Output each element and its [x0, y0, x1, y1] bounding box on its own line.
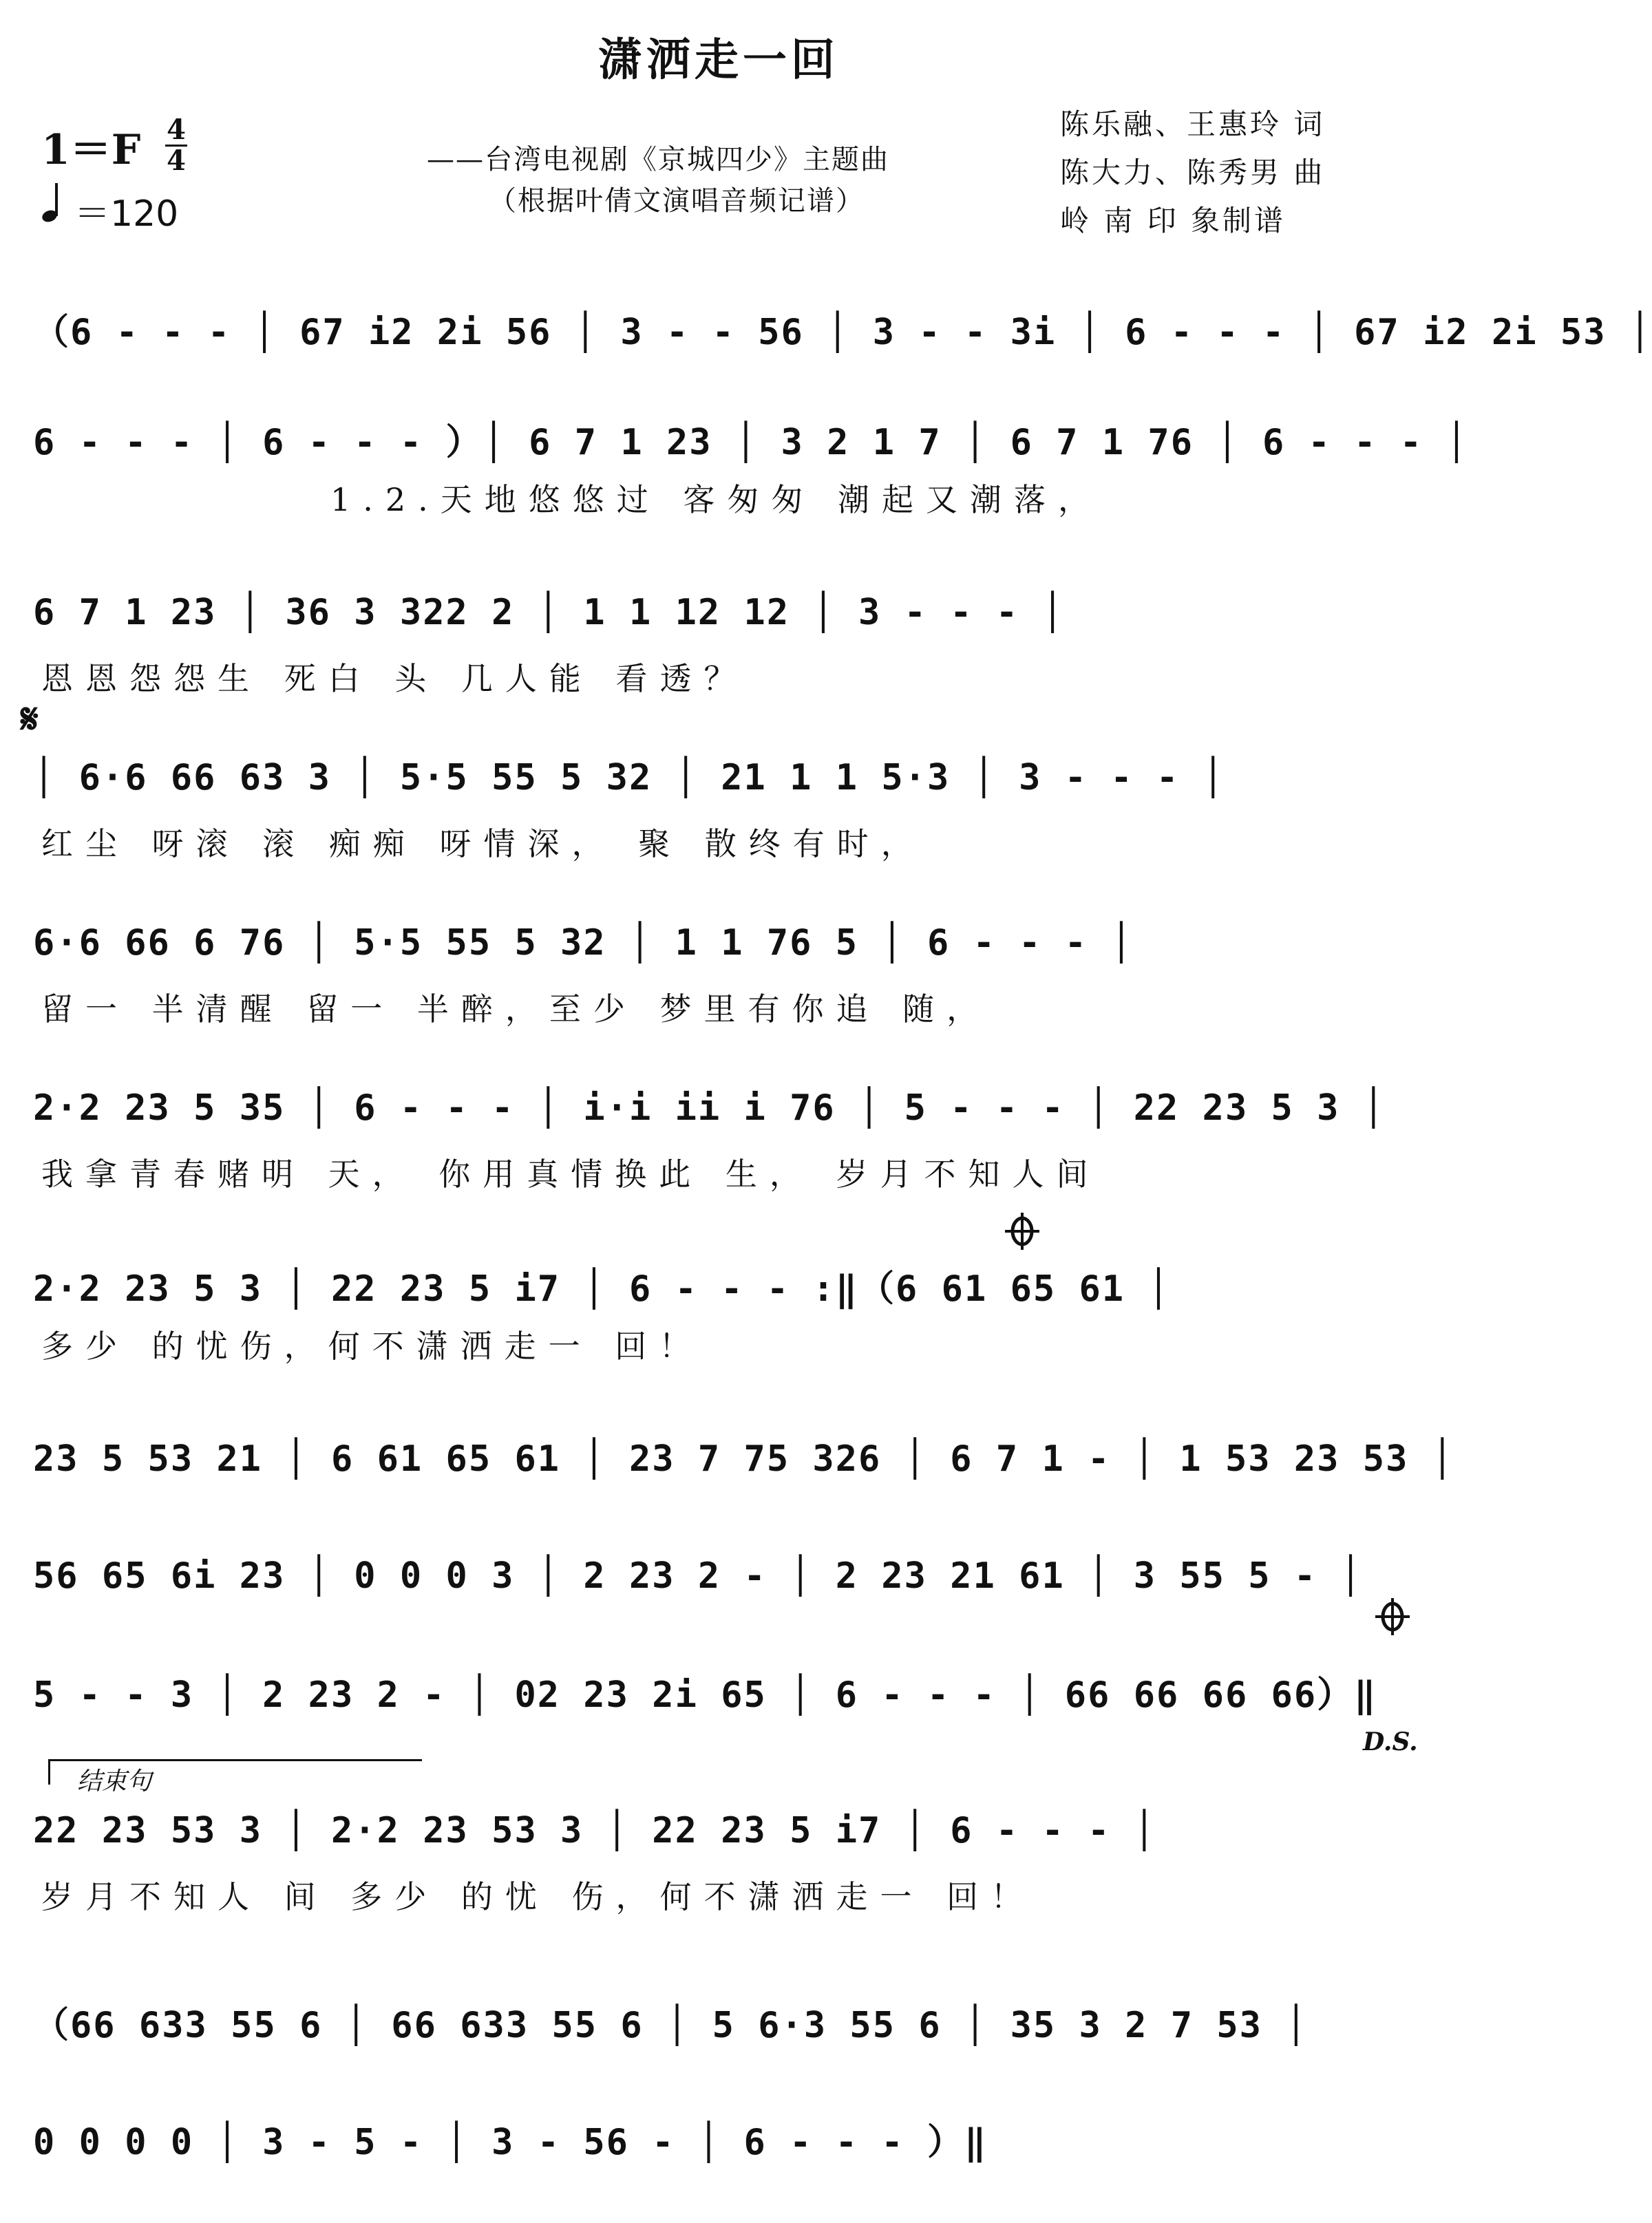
score-line-7: 2·2 23 5 3 │ 22 23 5 i7 │ 6 - - - :‖（6 61 65 61 │: [33, 1268, 1171, 1310]
lyric-line-6: 我拿青春赌明 天， 你用真情换此 生， 岁月不知人间: [41, 1156, 1101, 1193]
score-line-2: 6 - - - │ 6 - - - ）│ 6 7 1 23 │ 3 2 1 7 │ 6 7 1 76 │ 6 - - - │: [33, 422, 1469, 463]
credit-composer: 陈大力、陈秀男 曲: [1060, 156, 1326, 189]
time-signature-bottom: 4: [167, 145, 186, 177]
song-title: 潇洒走一回: [598, 34, 839, 86]
coda-sign-icon: [1002, 1211, 1042, 1251]
coda-sign-icon: [1373, 1597, 1412, 1637]
lyric-line-2: 1.2.天地悠悠过 客匆匆 潮起又潮落，: [330, 481, 1103, 518]
credit-lyricist: 陈乐融、王惠玲 词: [1060, 107, 1326, 141]
score-line-10: 5 - - 3 │ 2 23 2 - │ 02 23 2i 65 │ 6 - - - │ 66 66 66 66）‖: [33, 1674, 1377, 1716]
key-signature: 1＝F: [41, 126, 141, 174]
lyric-line-11: 岁月不知人 间 多少 的忧 伤，何不潇洒走一 回！: [41, 1878, 1035, 1915]
score-line-1: （6 - - - │ 67 i2 2i 56 │ 3 - - 56 │ 3 - - 3i │ 6 - - - │ 67 i2 2i 53 │: [33, 312, 1652, 353]
score-line-3: 6 7 1 23 │ 36 3 322 2 │ 1 1 12 12 │ 3 - - - │: [33, 592, 1065, 633]
lyric-line-5: 留一 半清醒 留一 半醉，至少 梦里有你追 随，: [41, 990, 991, 1028]
score-line-8: 23 5 53 21 │ 6 61 65 61 │ 23 7 75 326 │ 6 7 1 - │ 1 53 23 53 │: [33, 1438, 1455, 1480]
subtitle-transcription-note: （根据叶倩文演唱音频记谱）: [489, 185, 865, 217]
subtitle-drama: ——台湾电视剧《京城四少》主题曲: [427, 144, 889, 176]
segno-sign: 𝄋: [21, 695, 39, 743]
score-line-12: （66 633 55 6 │ 66 633 55 6 │ 5 6·3 55 6 │ 35 3 2 7 53 │: [33, 2005, 1309, 2046]
quarter-note-icon: [41, 180, 63, 223]
time-signature: [162, 116, 190, 176]
dal-segno-marking: D.S.: [1363, 1727, 1418, 1756]
score-line-5: 6·6 66 6 76 │ 5·5 55 5 32 │ 1 1 76 5 │ 6 - - - │: [33, 922, 1134, 964]
time-signature-top: 4: [167, 114, 186, 146]
ending-label: 结束句: [77, 1767, 152, 1796]
tempo-marking: ＝120: [74, 193, 179, 235]
score-line-9: 56 65 6i 23 │ 0 0 0 3 │ 2 23 2 - │ 2 23 21 61 │ 3 55 5 - │: [33, 1555, 1363, 1597]
score-line-11: 22 23 53 3 │ 2·2 23 53 3 │ 22 23 5 i7 │ 6 - - - │: [33, 1810, 1157, 1851]
credit-transcriber: 岭 南 印 象制谱: [1060, 204, 1286, 237]
score-line-6: 2·2 23 5 35 │ 6 - - - │ i·i ii i 76 │ 5 - - - │ 22 23 5 3 │: [33, 1087, 1386, 1129]
score-line-4: │ 6·6 66 63 3 │ 5·5 55 5 32 │ 21 1 1 5·3 │ 3 - - - │: [33, 757, 1225, 798]
score-line-13: 0 0 0 0 │ 3 - 5 - │ 3 - 56 - │ 6 - - - ）‖: [33, 2122, 988, 2163]
lyric-line-7: 多少 的忧伤，何不潇洒走一 回！: [41, 1328, 703, 1365]
lyric-line-4: 红尘 呀滚 滚 痴痴 呀情深， 聚 散终有时，: [41, 825, 925, 862]
lyric-line-3: 恩恩怨怨生 死白 头 几人能 看透？: [41, 660, 748, 697]
